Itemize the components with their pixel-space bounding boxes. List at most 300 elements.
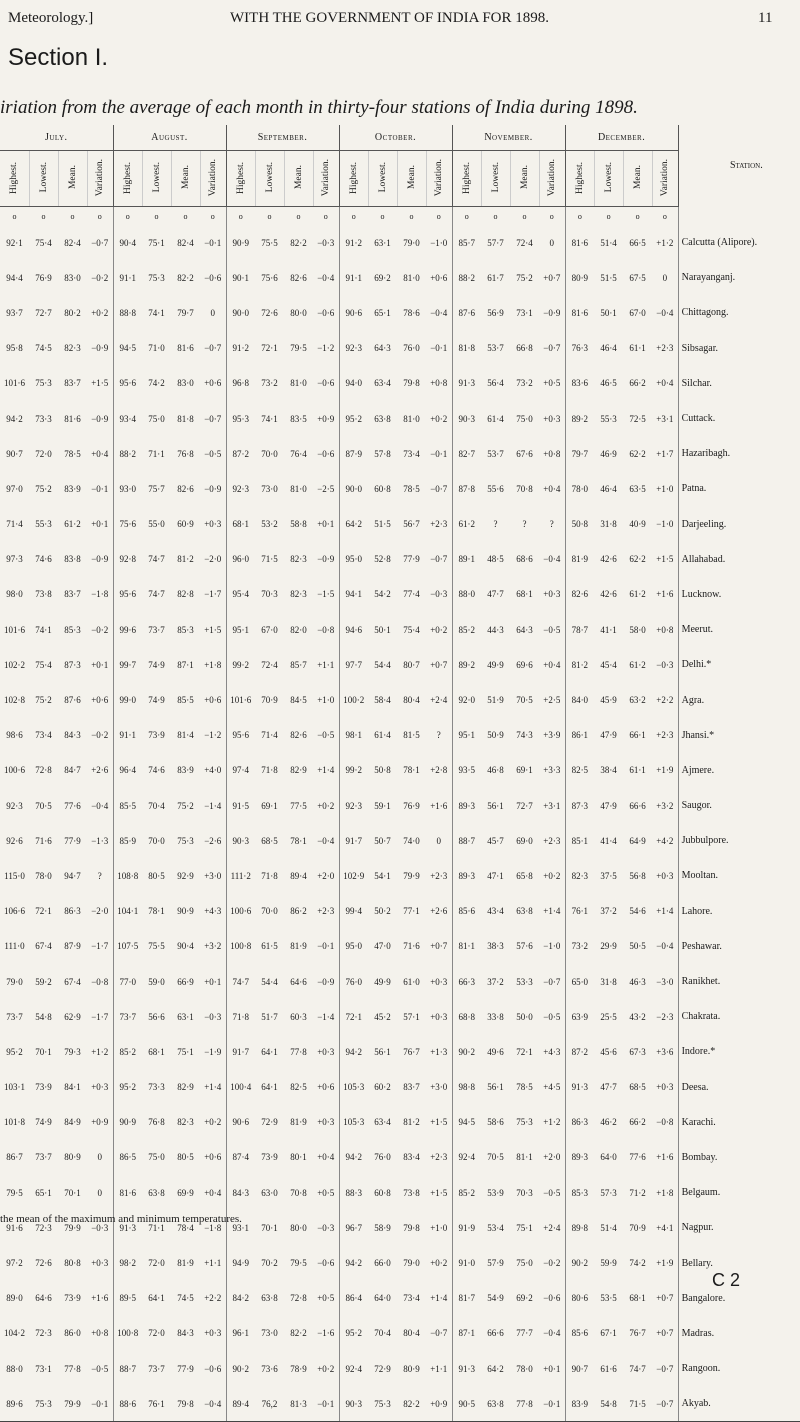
table-cell: 77·8 (290, 1046, 307, 1057)
table-cell: 89·4 (290, 870, 307, 881)
table-cell: 61·4 (374, 730, 391, 741)
table-cell: 75·3 (148, 272, 165, 283)
table-cell: +3·9 (539, 718, 565, 753)
table-cell: −1·0 (652, 507, 678, 542)
table-cell: 76·9 (403, 800, 420, 811)
table-cell: +3·0 (200, 858, 226, 893)
table-cell: 81·8 (177, 413, 194, 424)
table-cell: −0·1 (539, 1386, 565, 1422)
table-cell: 91·3 (458, 1363, 476, 1374)
table-cell: 56·9 (487, 307, 504, 318)
table-cell: 79·8 (403, 378, 420, 389)
table-cell: +0·3 (539, 577, 565, 612)
subcolumn-header (284, 151, 313, 207)
table-cell: +0·3 (87, 1245, 113, 1280)
station-name: Madras. (678, 1316, 800, 1351)
table-row (0, 436, 800, 471)
table-cell: 61·2 (458, 519, 476, 530)
table-cell: 72·6 (35, 1258, 52, 1269)
table-cell: 89·4 (226, 1386, 255, 1422)
table-cell: 71·6 (403, 941, 420, 952)
table-cell: 88·3 (345, 1187, 363, 1198)
running-head-page: 11 (758, 10, 773, 26)
table-cell: +1·6 (652, 577, 678, 612)
table-cell: −0·9 (539, 295, 565, 330)
subcolumn-label: Lowest. (377, 162, 388, 193)
table-cell: 46·5 (600, 378, 617, 389)
table-cell: 72·1 (35, 906, 52, 917)
table-cell: +0·3 (87, 1070, 113, 1105)
table-cell: 79·0 (403, 237, 420, 248)
table-cell: +0·2 (313, 1351, 339, 1386)
table-cell: 63·8 (516, 906, 533, 917)
table-cell: 47·9 (600, 730, 617, 741)
table-cell: 87·6 (64, 695, 81, 706)
degree-mark: o (409, 211, 414, 221)
table-cell: 71·4 (261, 730, 278, 741)
table-cell: 68·1 (629, 1293, 646, 1304)
table-cell: 72·0 (148, 1258, 165, 1269)
table-cell: 80·2 (64, 307, 81, 318)
table-cell: 90·9 (177, 906, 194, 917)
table-cell: 80·0 (290, 307, 307, 318)
subcolumn-header (426, 151, 452, 207)
table-cell: +4·3 (200, 894, 226, 929)
table-cell: 86·3 (571, 1117, 589, 1128)
table-cell: +0·4 (539, 471, 565, 506)
table-cell: 50·9 (487, 730, 504, 741)
table-cell: 78·6 (403, 307, 420, 318)
table-cell: 83·6 (571, 378, 589, 389)
table-cell: 54·2 (374, 589, 391, 600)
month-header: October. (339, 125, 452, 151)
table-cell: 82·2 (177, 272, 194, 283)
table-cell: 78·1 (290, 835, 307, 846)
table-cell: 107·5 (117, 941, 139, 952)
subcolumn-label: Highest. (461, 161, 472, 194)
table-cell: 79·9 (403, 870, 420, 881)
station-name: Patna. (678, 471, 800, 506)
table-cell: 94·6 (345, 624, 363, 635)
table-cell: 87·2 (232, 448, 250, 459)
table-cell: −0·4 (652, 295, 678, 330)
page-header (0, 0, 800, 120)
table-cell: 63·5 (629, 483, 646, 494)
table-row (0, 1070, 800, 1105)
table-cell: 0 (87, 1175, 113, 1210)
table-cell: 81·2 (177, 554, 194, 565)
table-cell: ? (426, 718, 452, 753)
table-cell: 58·0 (629, 624, 646, 635)
month-header-row (0, 125, 800, 151)
table-cell: 85·6 (458, 906, 476, 917)
table-cell: 102·8 (4, 695, 25, 706)
table-cell: 85·3 (64, 624, 81, 635)
table-row (0, 1351, 800, 1386)
table-cell: 81·1 (458, 941, 476, 952)
table-cell: +0·2 (426, 1245, 452, 1280)
table-cell: 95·0 (345, 554, 363, 565)
table-cell: −1·9 (200, 1034, 226, 1069)
table-cell: 100·2 (343, 695, 365, 706)
table-cell: +3·2 (652, 788, 678, 823)
table-cell: 54·4 (261, 976, 278, 987)
table-cell: 76·0 (403, 343, 420, 354)
table-cell: +0·4 (87, 436, 113, 471)
table-cell: +1·3 (426, 1034, 452, 1069)
table-cell: 77·0 (119, 976, 137, 987)
table-cell: 81·6 (177, 343, 194, 354)
station-name: Darjeeling. (678, 507, 800, 542)
temperature-table (0, 125, 800, 1422)
table-row (0, 858, 800, 893)
table-cell: 101·6 (230, 695, 252, 706)
table-cell: 53·9 (487, 1187, 504, 1198)
station-name: Silchar. (678, 366, 800, 401)
table-cell: 77·6 (629, 1152, 646, 1163)
station-name: Lahore. (678, 894, 800, 929)
subcolumn-label: Variation. (660, 158, 671, 197)
table-cell: 0 (539, 225, 565, 260)
table-cell: 81·0 (290, 378, 307, 389)
table-row (0, 612, 800, 647)
table-cell: −0·4 (313, 260, 339, 295)
table-cell: 80·9 (64, 1152, 81, 1163)
table-cell: 73·2 (571, 941, 589, 952)
table-cell: 65·1 (374, 307, 391, 318)
table-cell: +2·5 (539, 682, 565, 717)
degree-mark: o (125, 211, 130, 221)
table-cell: ? (539, 507, 565, 542)
table-cell: 73·7 (35, 1152, 52, 1163)
table-cell: 106·6 (4, 906, 25, 917)
table-cell: 66·2 (629, 378, 646, 389)
table-cell: +2·3 (426, 507, 452, 542)
table-cell: 76,2 (255, 1386, 284, 1422)
table-cell: 61·7 (487, 272, 504, 283)
table-cell: −0·3 (313, 1210, 339, 1245)
table-cell: 58·4 (374, 695, 391, 706)
table-cell: +1·4 (652, 894, 678, 929)
table-cell: 80·9 (571, 272, 589, 283)
table-cell: +0·4 (539, 647, 565, 682)
table-cell: −0·7 (426, 1316, 452, 1351)
table-cell: 75·6 (119, 519, 137, 530)
table-cell: 61·1 (629, 765, 646, 776)
table-cell: 75·0 (148, 413, 165, 424)
table-cell: 85·7 (290, 659, 307, 670)
table-cell: 72·9 (374, 1363, 391, 1374)
table-cell: 82·9 (290, 765, 307, 776)
table-cell: −0·7 (87, 225, 113, 260)
table-cell: −0·6 (313, 436, 339, 471)
table-cell: 70·9 (629, 1222, 646, 1233)
table-cell: +1·8 (200, 647, 226, 682)
table-cell: +0·8 (539, 436, 565, 471)
table-cell: 60·8 (374, 483, 391, 494)
table-cell: 84·5 (290, 695, 307, 706)
table-cell: 74·6 (35, 554, 52, 565)
table-cell: +0·7 (539, 260, 565, 295)
table-cell: 49·9 (374, 976, 391, 987)
table-cell: 104·2 (4, 1328, 25, 1339)
table-cell: 81·2 (403, 1117, 420, 1128)
table-cell: 73·2 (516, 378, 533, 389)
table-cell: 91·1 (119, 730, 137, 741)
subcolumn-header (510, 151, 539, 207)
table-cell: +0·6 (87, 682, 113, 717)
table-cell: 78·5 (516, 1082, 533, 1093)
station-name: Rangoon. (678, 1351, 800, 1386)
table-cell: 70·1 (64, 1187, 81, 1198)
station-name: Lucknow. (678, 577, 800, 612)
table-cell: 58·6 (487, 1117, 504, 1128)
station-name: Narayanganj. (678, 260, 800, 295)
table-cell: +0·7 (652, 1281, 678, 1316)
table-cell: 76·8 (177, 448, 194, 459)
table-cell: 83·9 (565, 1386, 594, 1422)
table-cell: 75·2 (516, 272, 533, 283)
subcolumn-label: Variation. (321, 158, 332, 197)
table-cell: +0·2 (313, 788, 339, 823)
table-cell: −2·3 (652, 999, 678, 1034)
table-cell: 89·2 (458, 659, 476, 670)
table-cell: +0·3 (539, 401, 565, 436)
table-cell: 94·2 (345, 1152, 363, 1163)
table-cell: 71·5 (261, 554, 278, 565)
table-cell: 38·4 (600, 765, 617, 776)
subcolumn-label: Highest. (122, 161, 133, 194)
table-cell: ? (522, 519, 527, 530)
degree-mark: o (238, 211, 243, 221)
table-cell: 52·8 (374, 554, 391, 565)
table-cell: −0·5 (539, 612, 565, 647)
table-cell: 43·2 (629, 1011, 646, 1022)
table-cell: 64·1 (261, 1082, 278, 1093)
table-cell: +0·3 (652, 1070, 678, 1105)
table-row (0, 894, 800, 929)
table-cell: −1·8 (87, 577, 113, 612)
station-name: Chakrata. (678, 999, 800, 1034)
table-cell: 96·0 (232, 554, 250, 565)
table-cell: 49·9 (487, 659, 504, 670)
table-cell: 81·6 (119, 1187, 137, 1198)
month-header: August. (113, 125, 226, 151)
table-cell: 59·0 (148, 976, 165, 987)
table-cell: −0·7 (426, 471, 452, 506)
table-cell: −2·5 (313, 471, 339, 506)
table-cell: 97·4 (232, 765, 250, 776)
table-cell: 47·9 (600, 800, 617, 811)
degree-mark: o (183, 211, 188, 221)
table-cell: 95·3 (232, 413, 250, 424)
table-cell: 92·1 (6, 237, 23, 248)
subcolumn-label: Mean. (180, 165, 191, 190)
table-cell: −0·3 (87, 1210, 113, 1245)
table-cell: 95·2 (345, 413, 363, 424)
table-cell: 73·4 (403, 1293, 420, 1304)
table-cell: 73·2 (261, 378, 278, 389)
table-cell: +0·3 (652, 858, 678, 893)
table-cell: 92·4 (458, 1152, 476, 1163)
table-cell: 85·6 (571, 1328, 589, 1339)
table-cell: 67·1 (600, 1328, 617, 1339)
table-cell: 80·0 (290, 1222, 307, 1233)
table-cell: 45·7 (487, 835, 504, 846)
table-cell: 65·0 (571, 976, 589, 987)
table-cell: 95·0 (345, 941, 363, 952)
table-cell: 75·4 (35, 237, 52, 248)
table-cell: 70·5 (35, 800, 52, 811)
table-cell: 72·7 (35, 307, 52, 318)
station-name: Hazaribagh. (678, 436, 800, 471)
station-name: Chittagong. (678, 295, 800, 330)
table-cell: 73·4 (403, 448, 420, 459)
table-cell: 73·9 (261, 1152, 278, 1163)
table-cell: 73·3 (148, 1082, 165, 1093)
table-cell: −0·1 (87, 1386, 113, 1422)
table-cell: −1·2 (313, 331, 339, 366)
table-cell: 66·6 (629, 800, 646, 811)
station-name: Nagpur. (678, 1210, 800, 1245)
table-cell: 68·5 (629, 1082, 646, 1093)
table-cell: +0·3 (200, 1316, 226, 1351)
table-cell: 75·3 (29, 1386, 58, 1422)
subcolumn-label: Mean. (632, 165, 643, 190)
table-cell: 68·6 (516, 554, 533, 565)
table-cell: 63·9 (571, 1011, 589, 1022)
table-cell: −0·5 (539, 1175, 565, 1210)
table-cell: 62·9 (64, 1011, 81, 1022)
table-cell: 88·6 (113, 1386, 142, 1422)
table-cell: 89·8 (571, 1222, 589, 1233)
table-cell: 31·8 (600, 519, 617, 530)
subcolumn-header (452, 151, 481, 207)
table-cell: 74·3 (516, 730, 533, 741)
table-row (0, 682, 800, 717)
table-cell: 70·0 (261, 906, 278, 917)
table-cell: −0·3 (652, 647, 678, 682)
table-cell: 74·7 (148, 554, 165, 565)
table-cell: 37·5 (600, 870, 617, 881)
table-cell: 72·8 (290, 1293, 307, 1304)
table-cell: +1·8 (652, 1175, 678, 1210)
table-cell: +0·2 (426, 612, 452, 647)
table-cell: 57·7 (487, 237, 504, 248)
table-cell: 92·3 (6, 800, 23, 811)
table-cell: 82·0 (290, 624, 307, 635)
table-cell: +3·1 (539, 788, 565, 823)
table-cell: 94·1 (345, 589, 363, 600)
page-number: C 2 (712, 1270, 741, 1290)
table-cell: 90·9 (232, 237, 250, 248)
table-cell: −1·3 (87, 823, 113, 858)
table-cell: 73·0 (261, 483, 278, 494)
table-cell: +0·6 (200, 366, 226, 401)
table-cell: 82·2 (290, 1328, 307, 1339)
table-cell: −2·0 (87, 894, 113, 929)
subcolumn-label: Variation. (95, 158, 105, 197)
table-cell: 90·2 (571, 1258, 589, 1269)
degree-mark: o (267, 211, 272, 221)
table-cell: 29·9 (600, 941, 617, 952)
table-cell: 78·5 (64, 448, 81, 459)
degree-mark: o (12, 211, 17, 221)
table-cell: −0·1 (426, 331, 452, 366)
table-cell: 56·8 (629, 870, 646, 881)
table-cell: 77·4 (403, 589, 420, 600)
table-cell: 73·1 (516, 307, 533, 318)
table-cell: 55·0 (148, 519, 165, 530)
subcolumn-header (0, 151, 29, 207)
table-cell: 81·1 (516, 1152, 533, 1163)
table-row (0, 788, 800, 823)
table-cell: 41·1 (600, 624, 617, 635)
table-cell: 61·0 (403, 976, 420, 987)
table-cell: +1·1 (313, 647, 339, 682)
table-cell: 87·1 (458, 1328, 476, 1339)
table-cell: 97·3 (6, 554, 23, 565)
table-cell: 82·4 (177, 237, 194, 248)
table-cell: 85·1 (571, 835, 589, 846)
table-cell: 50·5 (629, 941, 646, 952)
table-cell: 82·3 (290, 554, 307, 565)
table-cell: 82·3 (64, 343, 81, 354)
table-cell: 62·2 (629, 554, 646, 565)
table-cell: 83·9 (64, 483, 81, 494)
table-cell: 84·7 (64, 765, 81, 776)
table-cell: 0 (426, 823, 452, 858)
table-cell: 70·4 (374, 1328, 391, 1339)
table-cell: 91·5 (232, 800, 250, 811)
table-cell: 79·5 (290, 1258, 307, 1269)
table-cell: 97·0 (6, 483, 23, 494)
table-cell: 81·3 (284, 1386, 313, 1422)
table-cell: 81·0 (403, 413, 420, 424)
table-cell: −0·6 (539, 1281, 565, 1316)
table-cell: 74·5 (35, 343, 52, 354)
table-cell: 77·5 (290, 800, 307, 811)
table-cell: 68·1 (516, 589, 533, 600)
table-cell: −1·2 (200, 718, 226, 753)
table-cell: 83·5 (290, 413, 307, 424)
table-cell: 73·9 (35, 1082, 52, 1093)
table-cell: 63·8 (261, 1293, 278, 1304)
table-cell: +0·8 (652, 612, 678, 647)
table-cell: 96·4 (119, 765, 137, 776)
table-cell: −0·7 (539, 331, 565, 366)
degree-mark: o (652, 207, 678, 226)
table-cell: +1·9 (652, 1245, 678, 1280)
table-cell: 64·1 (148, 1293, 165, 1304)
table-cell: 48·5 (487, 554, 504, 565)
table-cell: 94·5 (119, 343, 137, 354)
table-cell: 72·9 (261, 1117, 278, 1128)
table-cell: 70·4 (148, 800, 165, 811)
table-cell: 83·9 (177, 765, 194, 776)
table-cell: 79·3 (64, 1046, 81, 1057)
table-cell: 60·2 (374, 1082, 391, 1093)
table-cell: 84·3 (177, 1328, 194, 1339)
table-cell: −0·3 (426, 577, 452, 612)
table-cell: 111·2 (230, 870, 251, 881)
table-cell: −0·7 (200, 331, 226, 366)
table-cell: 82·2 (290, 237, 307, 248)
table-cell: 90·6 (345, 307, 363, 318)
table-cell: 101·6 (4, 378, 25, 389)
table-cell: 64·2 (345, 519, 363, 530)
table-cell: 25·5 (600, 1011, 617, 1022)
